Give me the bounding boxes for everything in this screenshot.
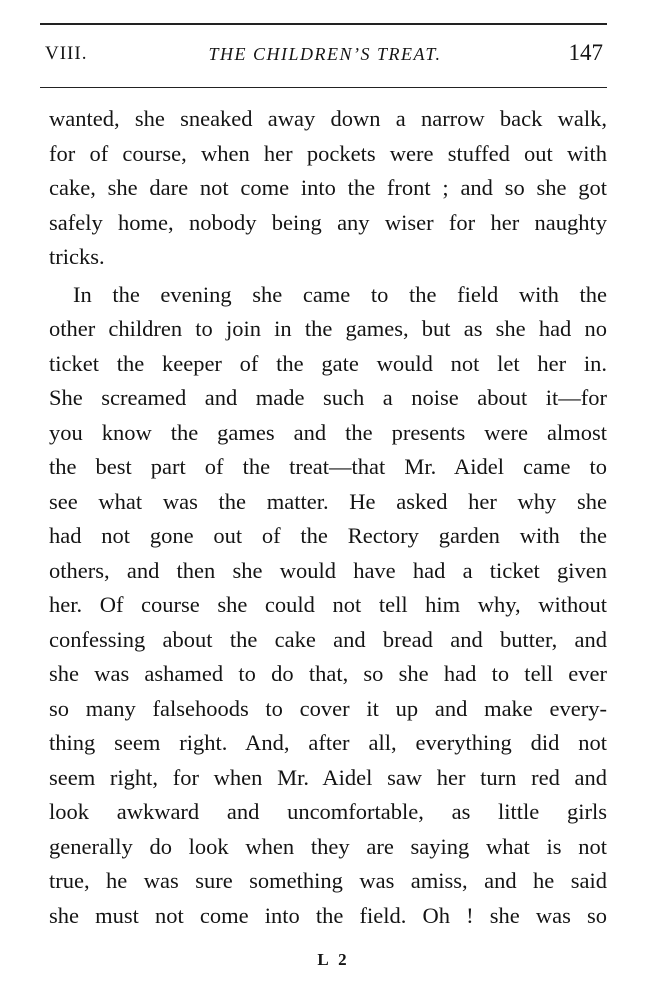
chapter-number: VIII. bbox=[45, 43, 88, 64]
paragraph-first-line: In the evening she came to the field with the bbox=[73, 281, 607, 307]
header-rule-top bbox=[40, 23, 607, 25]
text-line: others, and then she would have had a ticket given bbox=[49, 557, 607, 583]
text-line: for of course, when her pockets were stuffed out with bbox=[49, 140, 607, 166]
running-header bbox=[45, 40, 605, 80]
page-number: 147 bbox=[568, 40, 603, 65]
text-line: she was ashamed to do that, so she had to tell ever bbox=[49, 661, 607, 686]
text-line: safely home, nobody being any wiser for her naughty bbox=[49, 209, 607, 235]
text-line: other children to join in the games, but as she had no bbox=[49, 316, 607, 341]
text-line: tricks. bbox=[49, 244, 105, 269]
text-line: seem right, for when Mr. Aidel saw her turn red and bbox=[49, 764, 607, 790]
text-line: confessing about the cake and bread and butter, and bbox=[49, 626, 607, 652]
text-line: ticket the keeper of the gate would not let her in. bbox=[49, 350, 607, 376]
text-line: generally do look when they are saying what is not bbox=[49, 833, 607, 859]
text-line: true, he was sure something was amiss, and he said bbox=[49, 868, 607, 893]
signature-mark: L 2 bbox=[317, 950, 350, 969]
text-line: see what was the matter. He asked her why she bbox=[49, 488, 607, 514]
text-line: thing seem right. And, after all, everything did not bbox=[49, 730, 607, 755]
text-line: her. Of course she could not tell him why, without bbox=[49, 592, 607, 617]
text-line: she must not come into the field. Oh ! she was so bbox=[49, 902, 607, 928]
running-title: THE CHILDREN’S TREAT. bbox=[208, 44, 442, 64]
text-line: cake, she dare not come into the front ; and so she got bbox=[49, 175, 607, 200]
text-line: She screamed and made such a noise about it—for bbox=[49, 385, 607, 410]
text-line: look awkward and uncomfortable, as little girls bbox=[49, 799, 607, 824]
text-line: had not gone out of the Rectory garden with the bbox=[49, 523, 607, 548]
text-line: wanted, she sneaked away down a narrow back walk, bbox=[49, 106, 607, 131]
header-rule-bottom bbox=[40, 87, 607, 88]
text-line: the best part of the treat—that Mr. Aidel came to bbox=[49, 454, 607, 479]
text-line: so many falsehoods to cover it up and make every- bbox=[49, 695, 607, 721]
text-line: you know the games and the presents were almost bbox=[49, 419, 607, 445]
body-text bbox=[49, 102, 607, 933]
